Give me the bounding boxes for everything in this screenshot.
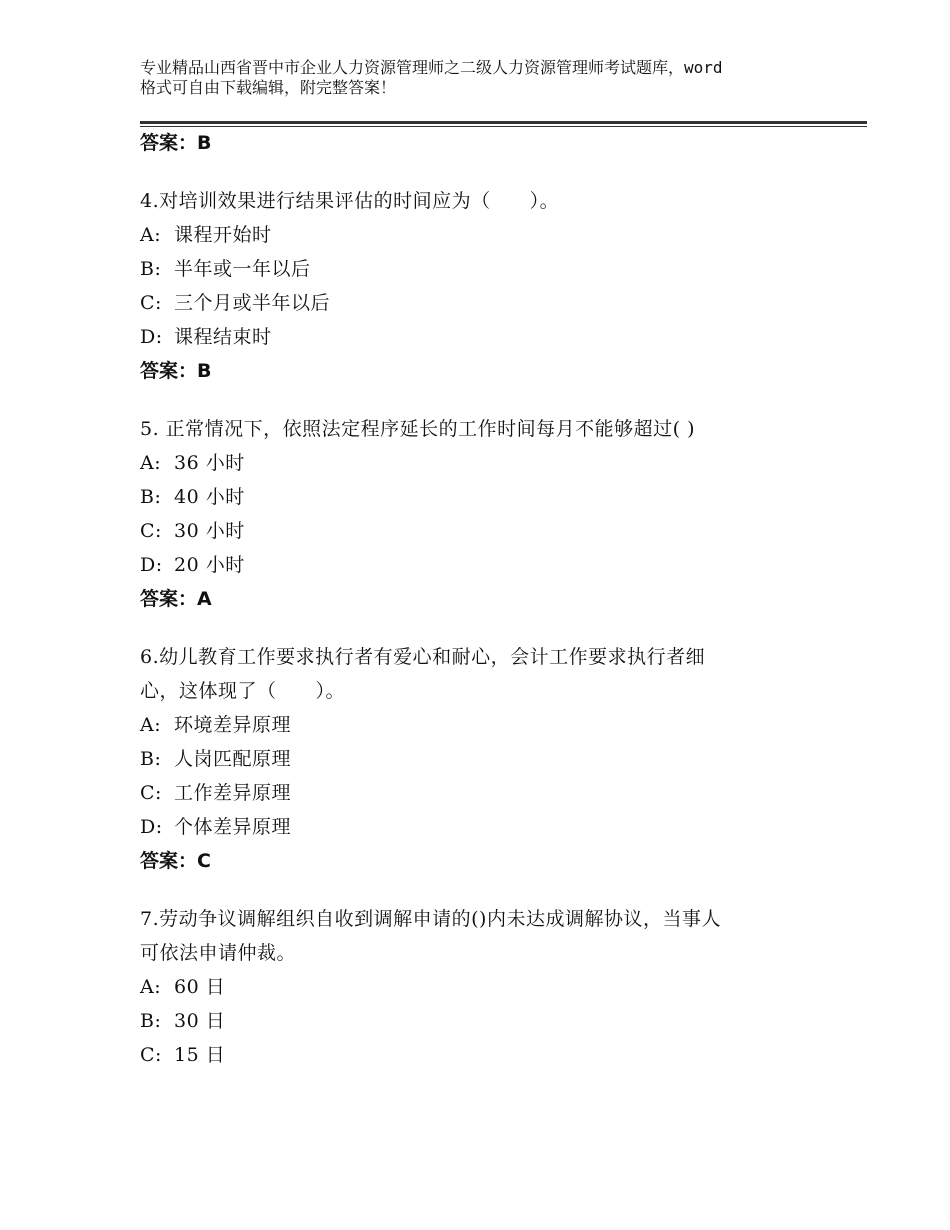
- question-block: [140, 412, 820, 616]
- option-text: 15 日: [174, 1044, 226, 1066]
- question-stem-line: 7.劳动争议调解组织自收到调解申请的()内未达成调解协议，当事人: [140, 908, 721, 930]
- document-header: [140, 58, 840, 98]
- option-text: 课程结束时: [174, 326, 272, 348]
- question-list: [140, 126, 820, 1072]
- option-text: 30 小时: [174, 520, 245, 542]
- answer-option: [140, 252, 820, 286]
- header-divider-thick: [140, 121, 867, 124]
- answer-option: [140, 218, 820, 252]
- option-letter: B:: [140, 258, 162, 280]
- option-text: 40 小时: [174, 486, 245, 508]
- option-letter: B:: [140, 1010, 162, 1032]
- option-text: 20 小时: [174, 554, 245, 576]
- answer-line: 答案：C: [140, 850, 211, 872]
- answer-option: [140, 320, 820, 354]
- option-text: 人岗匹配原理: [174, 748, 292, 770]
- question-stem: [140, 184, 820, 218]
- option-text: 个体差异原理: [174, 816, 292, 838]
- question-block: [140, 902, 820, 1072]
- option-text: 30 日: [174, 1010, 226, 1032]
- question-stem-line: 5. 正常情况下，依照法定程序延长的工作时间每月不能够超过( ): [140, 418, 696, 440]
- previous-answer: 答案：B: [140, 132, 212, 154]
- question-stem-line: 4.对培训效果进行结果评估的时间应为（ ）。: [140, 190, 560, 212]
- option-letter: A:: [140, 224, 162, 246]
- question-stem: [140, 412, 820, 446]
- option-letter: C:: [140, 1044, 162, 1066]
- question-stem: [140, 902, 820, 970]
- question-stem: [140, 640, 820, 708]
- option-text: 半年或一年以后: [174, 258, 311, 280]
- option-letter: A:: [140, 714, 162, 736]
- option-text: 课程开始时: [174, 224, 272, 246]
- answer-line: 答案：B: [140, 360, 212, 382]
- answer-option: [140, 970, 820, 1004]
- answer-option: [140, 548, 820, 582]
- answer-option: [140, 1004, 820, 1038]
- question-stem-line: 6.幼儿教育工作要求执行者有爱心和耐心，会计工作要求执行者细: [140, 646, 706, 668]
- option-text: 60 日: [174, 976, 226, 998]
- option-text: 36 小时: [174, 452, 245, 474]
- option-letter: B:: [140, 486, 162, 508]
- header-title-line-1: 专业精品山西省晋中市企业人力资源管理师之二级人力资源管理师考试题库，word: [140, 58, 723, 77]
- option-letter: A:: [140, 452, 162, 474]
- answer-option: [140, 446, 820, 480]
- question-stem-line: 可依法申请仲裁。: [140, 942, 297, 964]
- option-text: 工作差异原理: [174, 782, 292, 804]
- answer-option: [140, 286, 820, 320]
- header-title-line-2: 格式可自由下载编辑，附完整答案！: [140, 78, 397, 97]
- question-block: [140, 640, 820, 878]
- option-letter: D:: [140, 554, 163, 576]
- option-letter: D:: [140, 816, 163, 838]
- answer-option: [140, 1038, 820, 1072]
- question-stem-line: 心，这体现了（ ）。: [140, 680, 346, 702]
- option-letter: A:: [140, 976, 162, 998]
- answer-option: [140, 708, 820, 742]
- option-letter: B:: [140, 748, 162, 770]
- option-letter: C:: [140, 782, 162, 804]
- answer-option: [140, 514, 820, 548]
- answer-option: [140, 480, 820, 514]
- answer-line: 答案：A: [140, 588, 212, 610]
- option-letter: C:: [140, 292, 162, 314]
- option-letter: D:: [140, 326, 163, 348]
- answer-option: [140, 776, 820, 810]
- option-text: 环境差异原理: [174, 714, 292, 736]
- question-block: [140, 184, 820, 388]
- answer-option: [140, 742, 820, 776]
- answer-option: [140, 810, 820, 844]
- option-letter: C:: [140, 520, 162, 542]
- option-text: 三个月或半年以后: [174, 292, 331, 314]
